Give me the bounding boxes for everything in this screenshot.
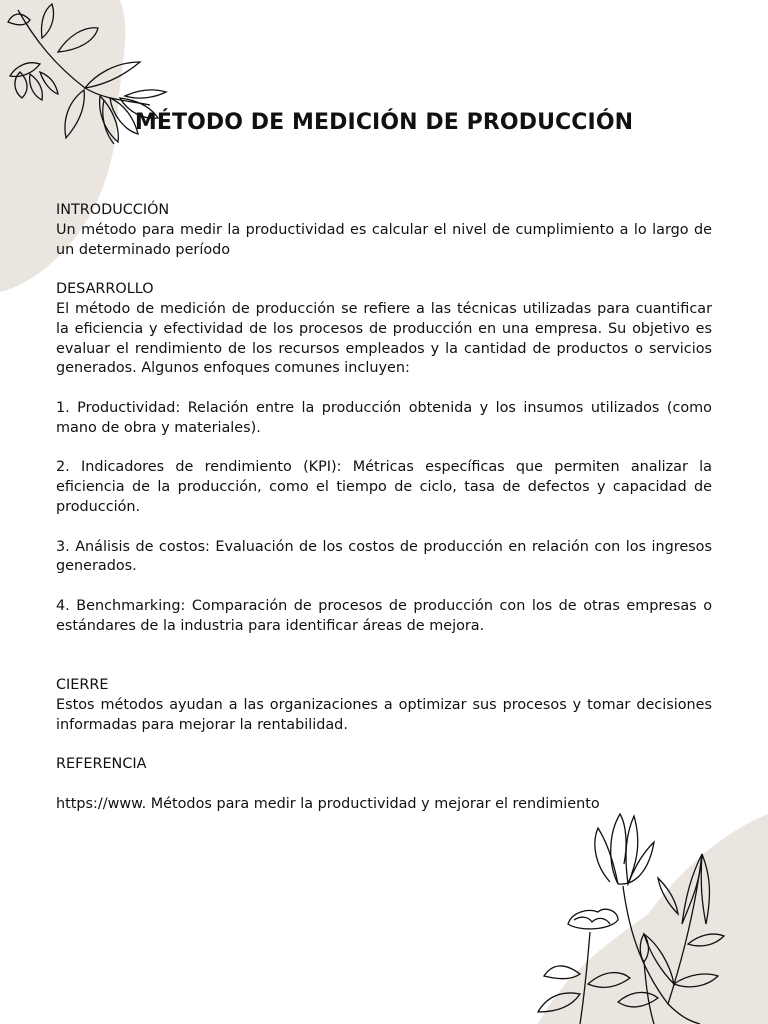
reference-heading: REFERENCIA: [56, 756, 147, 773]
development-paragraph: El método de medición de producción se refiere a las técnicas utilizadas para cuantificar la eficiencia y efectividad de los procesos de producción en una empresa. Su objetivo es evaluar el rendimiento de los recursos empleados y la cantidad de productos o servicios generados. Algunos enfoques comunes incluyen:: [56, 300, 712, 377]
closing-heading: CIERRE: [56, 677, 109, 694]
development-heading: DESARROLLO: [56, 281, 154, 298]
page-title: MÉTODO DE MEDICIÓN DE PRODUCCIÓN: [134, 110, 634, 135]
list-item-productivity: 1. Productividad: Relación entre la producción obtenida y los insumos utilizados (como mano de obra y materiales).: [56, 399, 712, 436]
list-item-costs: 3. Análisis de costos: Evaluación de los costos de producción en relación con los ingresos generados.: [56, 538, 712, 575]
list-item-kpi: 2. Indicadores de rendimiento (KPI): Métricas específicas que permiten analizar la eficiencia de la producción, como el tiempo de ciclo, tasa de defectos y capacidad de producción.: [56, 459, 712, 515]
document-body: [56, 201, 712, 815]
reference-text: https://www. Métodos para medir la productividad y mejorar el rendimiento: [56, 795, 600, 812]
closing-paragraph: Estos métodos ayudan a las organizaciones a optimizar sus procesos y tomar decisiones informadas para mejorar la rentabilidad.: [56, 696, 712, 733]
intro-heading: INTRODUCCIÓN: [56, 202, 170, 218]
intro-paragraph: Un método para medir la productividad es calcular el nivel de cumplimiento a lo largo de un determinado período: [56, 221, 712, 258]
list-item-benchmarking: 4. Benchmarking: Comparación de procesos de producción con los de otras empresas o estándares de la industria para identificar áreas de mejora.: [56, 597, 712, 634]
floral-decoration-bottom-right: [468, 794, 768, 1024]
